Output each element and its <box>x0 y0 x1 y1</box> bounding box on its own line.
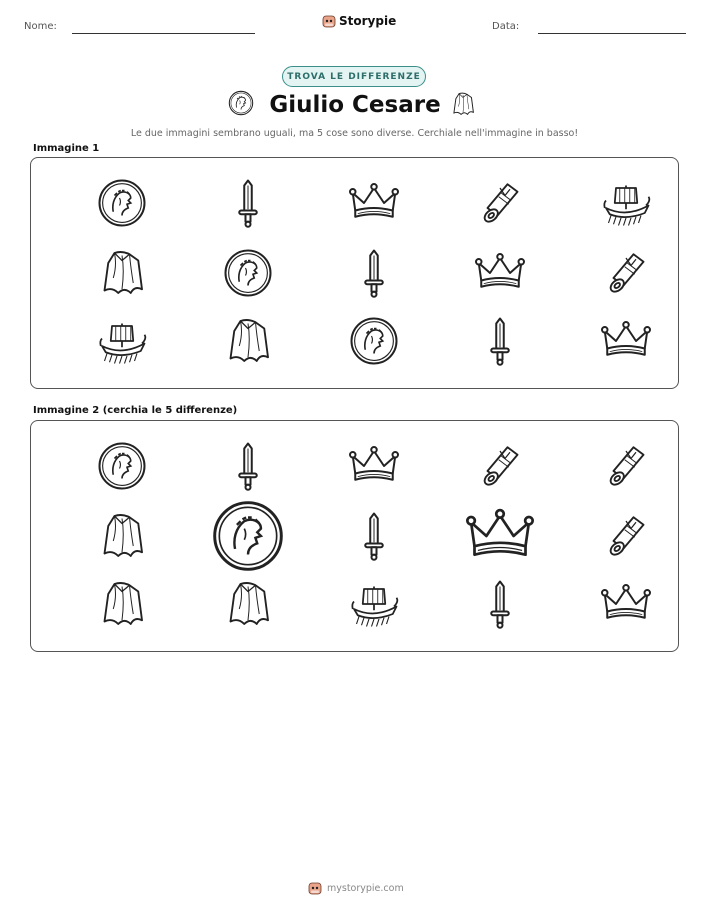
name-label: Nome: <box>24 21 57 32</box>
coin-icon[interactable] <box>97 441 147 491</box>
date-line[interactable] <box>538 33 686 34</box>
scroll-icon[interactable] <box>601 441 651 491</box>
instructions: Le due immagini sembrano uguali, ma 5 cose sono diverse. Cerchiale nell'immagine in basso! <box>130 128 579 139</box>
toga-icon <box>223 316 273 366</box>
crown-icon <box>475 248 525 298</box>
crown-icon <box>601 316 651 366</box>
crown-icon[interactable] <box>349 441 399 491</box>
toga-icon[interactable] <box>97 579 147 629</box>
scroll-icon[interactable] <box>475 441 525 491</box>
coin-icon <box>349 316 399 366</box>
scroll-icon[interactable] <box>601 511 651 561</box>
crown-icon[interactable] <box>601 579 651 629</box>
storypie-mascot-icon <box>308 881 322 895</box>
name-line[interactable] <box>72 33 255 34</box>
coin-icon <box>97 178 147 228</box>
date-label: Data: <box>492 21 520 32</box>
page-title: Giulio Cesare <box>269 92 441 118</box>
ship-icon <box>601 178 651 228</box>
brand-logo <box>322 14 396 28</box>
image2-label: Immagine 2 (cerchia le 5 differenze) <box>33 405 238 416</box>
storypie-mascot-icon <box>322 14 336 28</box>
sword-icon <box>349 248 399 298</box>
sword-icon <box>475 316 525 366</box>
coin-icon <box>223 248 273 298</box>
image1-panel <box>30 157 679 389</box>
image2-panel[interactable] <box>30 420 679 652</box>
activity-badge: TROVA LE DIFFERENZE <box>282 66 426 87</box>
sword-icon[interactable] <box>349 511 399 561</box>
scroll-icon <box>475 178 525 228</box>
image1-label: Immagine 1 <box>33 143 100 154</box>
coin-icon[interactable] <box>211 499 285 573</box>
toga-icon[interactable] <box>97 511 147 561</box>
footer-url: mystorypie.com <box>327 882 404 894</box>
crown-icon <box>349 178 399 228</box>
sword-icon[interactable] <box>223 441 273 491</box>
toga-icon <box>97 248 147 298</box>
sword-icon <box>223 178 273 228</box>
crown-icon[interactable] <box>466 502 534 570</box>
ship-icon[interactable] <box>349 579 399 629</box>
footer <box>308 881 404 895</box>
scroll-icon <box>601 248 651 298</box>
sword-icon[interactable] <box>475 579 525 629</box>
toga-icon[interactable] <box>223 579 273 629</box>
toga-icon <box>450 90 476 118</box>
brand-name: Storypie <box>339 14 397 28</box>
ship-icon <box>97 316 147 366</box>
